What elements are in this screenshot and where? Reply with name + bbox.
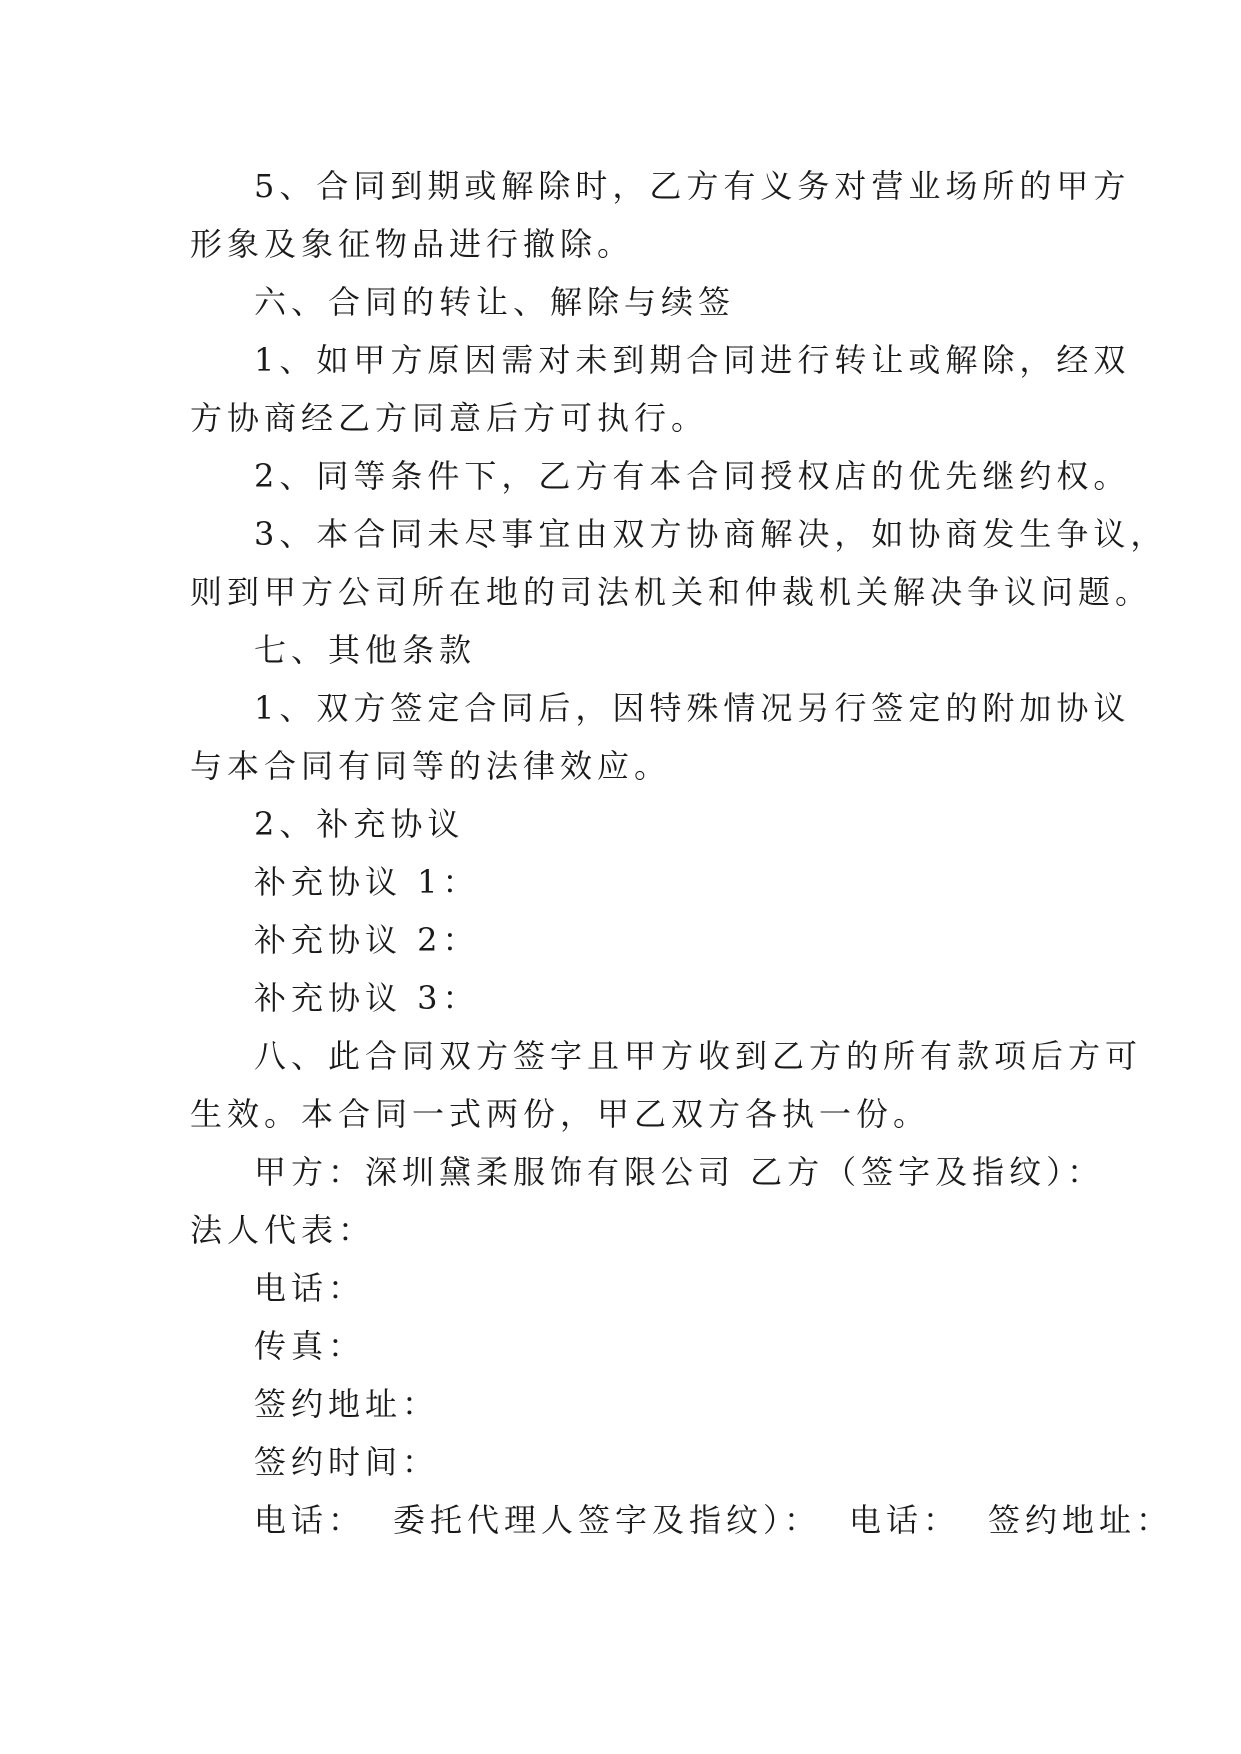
sign-address-line: 签约地址： xyxy=(254,1385,440,1423)
final-address: 签约地址： xyxy=(988,1501,1174,1539)
clause-6-1-line-2: 方协商经乙方同意后方可执行。 xyxy=(190,399,709,437)
clause-6-3-line-1: 3、本合同未尽事宜由双方协商解决，如协商发生争议， xyxy=(254,515,1168,553)
clause-7-2: 2、补充协议 xyxy=(254,805,465,843)
clause-5-line-1: 5、合同到期或解除时，乙方有义务对营业场所的甲方 xyxy=(254,167,1131,205)
section-6-heading: 六、合同的转让、解除与续签 xyxy=(254,283,736,321)
final-signature-line xyxy=(190,1491,1174,1549)
document-body xyxy=(190,157,1174,1549)
legal-rep-line: 法人代表： xyxy=(190,1211,376,1249)
clause-6-3-line-2: 则到甲方公司所在地的司法机关和仲裁机关解决争议问题。 xyxy=(190,573,1153,611)
section-8-line-1: 八、此合同双方签字且甲方收到乙方的所有款项后方可 xyxy=(254,1037,1143,1075)
clause-7-1-line-2: 与本合同有同等的法律效应。 xyxy=(190,747,672,785)
supplement-3: 补充协议 3： xyxy=(254,979,480,1017)
final-phone-a: 电话： xyxy=(254,1501,366,1539)
supplement-2: 补充协议 2： xyxy=(254,921,480,959)
party-a-line: 甲方：深圳黛柔服饰有限公司 乙方（签字及指纹）： xyxy=(254,1153,1105,1191)
fax-line: 传真： xyxy=(254,1327,366,1365)
clause-5-line-2: 形象及象征物品进行撤除。 xyxy=(190,225,635,263)
phone-line: 电话： xyxy=(254,1269,366,1307)
sign-time-line: 签约时间： xyxy=(254,1443,440,1481)
clause-6-2: 2、同等条件下，乙方有本合同授权店的优先继约权。 xyxy=(254,457,1131,495)
final-phone-b: 电话： xyxy=(849,1501,961,1539)
supplement-1: 补充协议 1： xyxy=(254,863,480,901)
clause-6-1-line-1: 1、如甲方原因需对未到期合同进行转让或解除，经双 xyxy=(254,341,1131,379)
section-7-heading: 七、其他条款 xyxy=(254,631,477,669)
clause-7-1-line-1: 1、双方签定合同后，因特殊情况另行签定的附加协议 xyxy=(254,689,1131,727)
section-8-line-2: 生效。本合同一式两份，甲乙双方各执一份。 xyxy=(190,1095,931,1133)
final-agent: 委托代理人签字及指纹）： xyxy=(393,1501,822,1539)
